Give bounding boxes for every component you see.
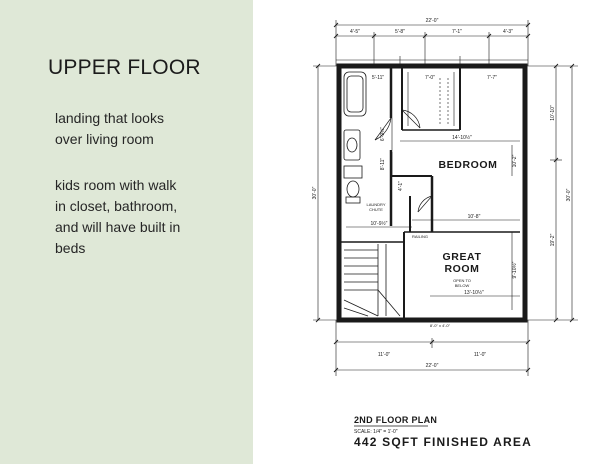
text-line: over living room [55,131,154,147]
title-block [354,415,532,449]
open-to-below-line1: OPEN TO [453,278,471,283]
dim-top-2: 5'-8" [395,29,405,35]
dim-overall-top: 22'-0" [425,18,439,24]
dim-landing-width: 14'-10½" [452,135,472,141]
text-line: and will have built in [55,219,181,235]
great-room-label-line2: ROOM [444,263,480,275]
bedroom-label: BEDROOM [438,159,498,171]
plan-area: 442 SQFT FINISHED AREA [354,435,532,449]
dim-bottom-1: 11'-0" [377,352,391,358]
dim-great-room-width: 10'-8" [467,214,481,220]
dim-left-height: 30'-0" [312,186,318,200]
dim-inner-2: 7'-0" [425,75,435,81]
dim-bottom-2: 11'-0" [473,352,487,358]
great-room-label-line1: GREAT [442,251,482,263]
dimension-labels [312,18,572,369]
dim-top-1: 4'-5" [350,29,360,35]
dim-bedroom-depth: 10'-2" [512,154,518,168]
dim-inner-3: 7'-7" [487,75,497,81]
plan-title: 2ND FLOOR PLAN [354,415,438,425]
interior-walls [341,68,520,318]
text-line: in closet, bathroom, [55,198,178,214]
laundry-chute-line2: CHUTE [369,207,383,212]
dim-great-room-span: 13'-10½" [464,290,484,296]
open-to-below-line2: BELOW [454,283,470,288]
dim-inner-1: 5'-11" [371,75,385,81]
dim-closet-width: 4'-1" [398,181,404,191]
text-line: landing that looks [55,110,164,126]
window-note: 8'-0" x 4'-0" [429,323,451,328]
bathroom-fixtures [344,72,366,203]
dim-top-3: 7'-1" [452,29,462,35]
text-line: kids room with walk [55,177,177,193]
staircase [344,244,400,316]
slide-title: UPPER FLOOR [48,56,201,79]
text-line: beds [55,240,86,256]
dim-right-total: 30'-0" [566,188,572,202]
dim-overall-bottom: 22'-0" [425,363,439,369]
railing-note: RAILING [411,234,429,239]
dim-great-room-depth: 9'-10½" [512,261,518,279]
dim-hall-width: 10'-9½" [370,221,388,227]
dim-right-lower: 19'-2" [550,233,556,247]
dim-bath-1: 6'-9½" [380,126,386,142]
dim-top-4: 4'-3" [503,29,513,35]
laundry-chute-line1: LAUNDRY [366,202,386,207]
dim-bath-2: 8'-11" [380,157,386,171]
plan-scale: SCALE: 1/4" = 1'-0" [354,429,398,435]
dim-right-upper: 10'-10" [550,105,556,121]
